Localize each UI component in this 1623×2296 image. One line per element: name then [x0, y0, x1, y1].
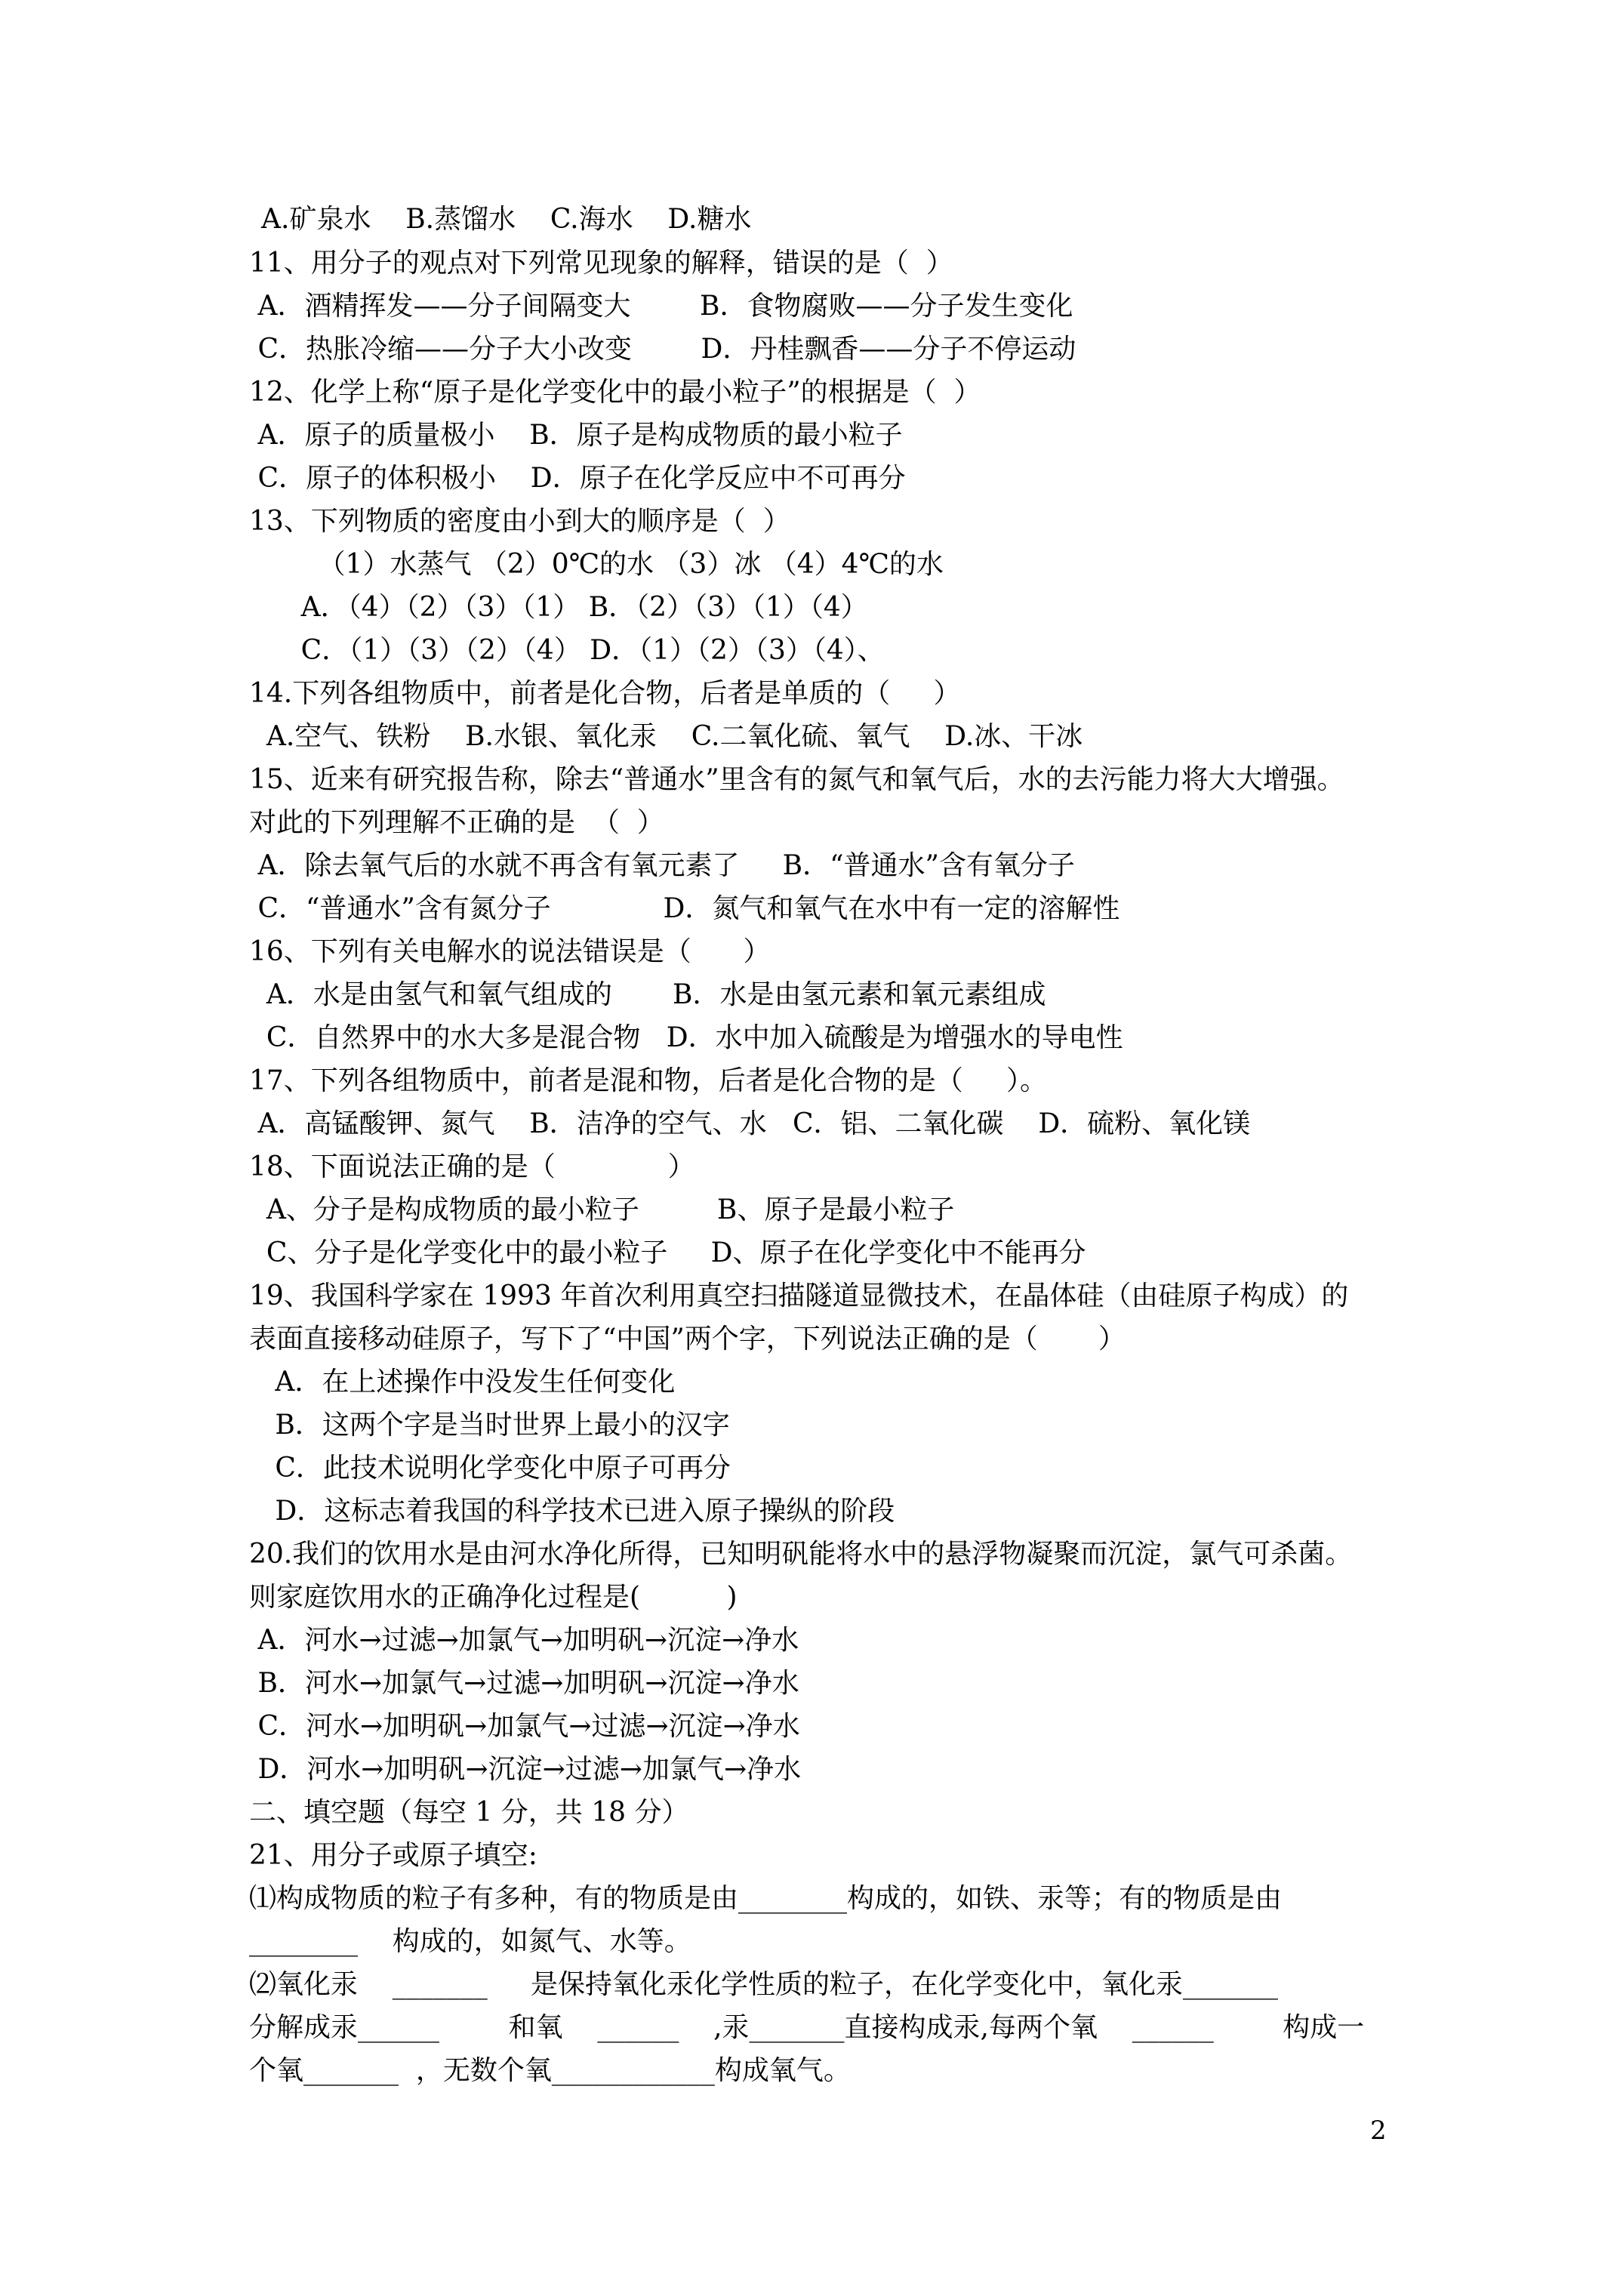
- text-line: C．原子的体积极小 D．原子在化学反应中不可再分: [249, 463, 906, 494]
- text-line: C．此技术说明化学变化中原子可再分: [249, 1453, 731, 1484]
- text-line: ⑵氧化汞 _______ 是保持氧化汞化学性质的粒子，在化学变化中，氧化汞_______: [249, 1969, 1278, 2000]
- text-line: A．河水→过滤→加氯气→加明矾→沉淀→净水: [249, 1625, 799, 1656]
- text-line: A．在上述操作中没发生任何变化: [249, 1367, 676, 1398]
- text-line: A．（4）（2）（3）（1） B．（2）（3）（1）（4）: [249, 592, 868, 623]
- text-line: 则家庭饮用水的正确净化过程是( ): [249, 1582, 738, 1613]
- text-line: 表面直接移动硅原子，写下了“中国”两个字，下列说法正确的是（ ）: [249, 1324, 1126, 1354]
- text-line: 19、我国科学家在 1993 年首次利用真空扫描隧道显微技术，在晶体硅（由硅原子构成）的: [249, 1281, 1349, 1311]
- text-line: A．高锰酸钾、氮气 B．洁净的空气、水 C．铝、二氧化碳 D．硫粉、氧化镁: [249, 1108, 1251, 1139]
- text-line: D．这标志着我国的科学技术已进入原子操纵的阶段: [249, 1496, 895, 1527]
- text-line: ⑴构成物质的粒子有多种，有的物质是由________构成的，如铁、汞等；有的物质是由: [249, 1883, 1283, 1914]
- text-line: C．（1）（3）（2）（4） D．（1）（2）（3）（4）、: [249, 635, 885, 666]
- text-line: 个氧_______ ，无数个氧____________构成氧气。: [249, 2055, 851, 2086]
- text-line: C．自然界中的水大多是混合物 D．水中加入硫酸是为增强水的导电性: [249, 1022, 1123, 1053]
- text-line: ________ 构成的，如氮气、水等。: [249, 1926, 691, 1957]
- text-line: A.空气、铁粉 B.水银、氧化汞 C.二氧化硫、氧气 D.冰、干冰: [249, 721, 1083, 752]
- text-line: A．水是由氢气和氧气组成的 B．水是由氢元素和氧元素组成: [249, 979, 1046, 1010]
- text-line: 14.下列各组物质中，前者是化合物，后者是单质的（ ）: [249, 678, 961, 709]
- text-line: A．除去氧气后的水就不再含有氧元素了 B．“普通水”含有氧分子: [249, 850, 1075, 881]
- text-line: A、分子是构成物质的最小粒子 B、原子是最小粒子: [249, 1194, 955, 1225]
- text-line: 分解成汞______ 和氧 ______ ,汞_______直接构成汞,每两个氧 ______ 构成一: [249, 2012, 1365, 2043]
- text-line: A.矿泉水 B.蒸馏水 C.海水 D.糖水: [261, 204, 752, 235]
- text-line: 16、下列有关电解水的说法错误是（ ）: [249, 936, 771, 967]
- text-line: A．酒精挥发——分子间隔变大 B．食物腐败——分子发生变化: [249, 291, 1073, 322]
- text-line: C、分子是化学变化中的最小粒子 D、原子在化学变化中不能再分: [249, 1237, 1086, 1268]
- text-line: C．河水→加明矾→加氯气→过滤→沉淀→净水: [249, 1711, 800, 1742]
- text-line: 12、化学上称“原子是化学变化中的最小粒子”的根据是（ ）: [249, 377, 981, 408]
- text-line: 13、下列物质的密度由小到大的顺序是（ ）: [249, 506, 790, 537]
- text-line: D．河水→加明矾→沉淀→过滤→加氯气→净水: [249, 1754, 802, 1785]
- text-line: 15、近来有研究报告称，除去“普通水”里含有的氮气和氧气后，水的去污能力将大大增强。: [249, 764, 1344, 795]
- text-line: B．这两个字是当时世界上最小的汉字: [249, 1410, 730, 1441]
- text-line: B．河水→加氯气→过滤→加明矾→沉淀→净水: [249, 1668, 799, 1699]
- text-line: 17、下列各组物质中，前者是混和物，后者是化合物的是（ ）。: [249, 1065, 1048, 1096]
- text-line: C．热胀冷缩——分子大小改变 D．丹桂飘香——分子不停运动: [249, 334, 1076, 365]
- text-line: （1）水蒸气 （2）0℃的水 （3）冰 （4）4℃的水: [249, 549, 944, 580]
- text-line: A．原子的质量极小 B．原子是构成物质的最小粒子: [249, 420, 903, 451]
- text-line: 18、下面说法正确的是（ ）: [249, 1151, 695, 1182]
- text-line: 21、用分子或原子填空:: [249, 1840, 537, 1871]
- text-line: C．“普通水”含有氮分子 D．氮气和氧气在水中有一定的溶解性: [249, 893, 1120, 924]
- page-number: 2: [1370, 2116, 1387, 2146]
- text-line: 20.我们的饮用水是由河水净化所得，已知明矾能将水中的悬浮物凝聚而沉淀，氯气可杀菌。: [249, 1539, 1353, 1570]
- text-line: 对此的下列理解不正确的是 （ ）: [249, 807, 664, 838]
- section-heading: 二、填空题（每空 1 分，共 18 分）: [249, 1797, 689, 1828]
- text-line: 11、用分子的观点对下列常见现象的解释，错误的是（ ）: [249, 248, 953, 279]
